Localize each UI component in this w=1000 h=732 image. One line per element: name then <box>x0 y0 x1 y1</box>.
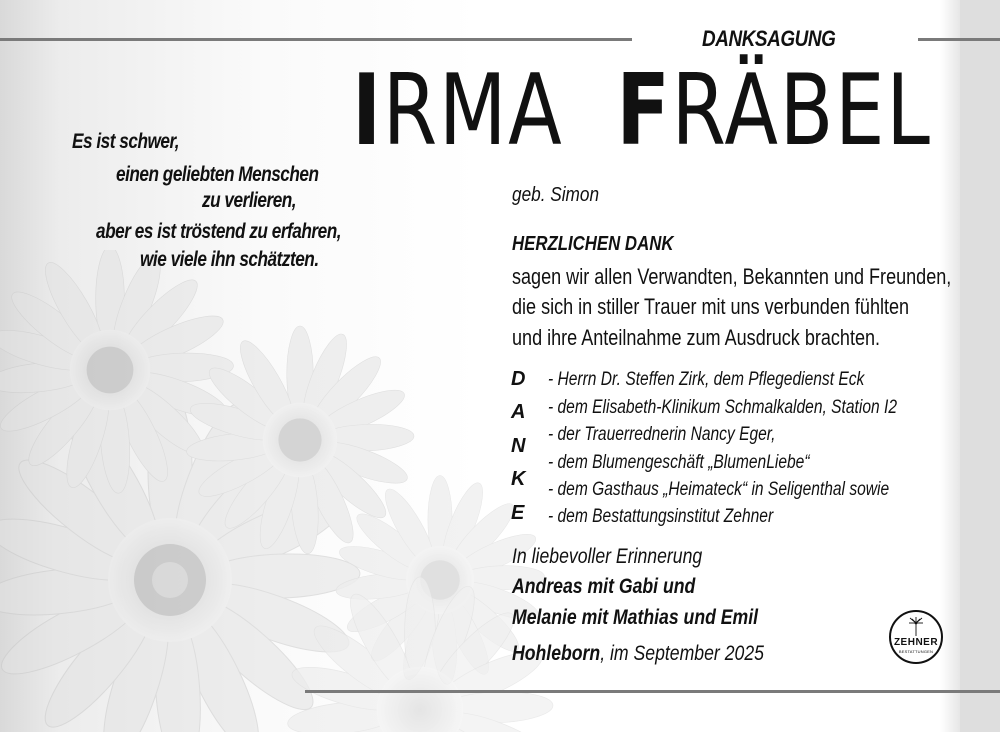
logo-subtitle: BESTATTUNGEN <box>898 649 934 654</box>
poem-line: einen geliebten Menschen <box>116 163 319 186</box>
top-rule-left <box>0 38 632 41</box>
thanks-list-item: - dem Bestattungsinstitut Zehner <box>548 506 774 527</box>
danke-letter: A <box>511 401 526 423</box>
danke-letter: N <box>511 435 526 457</box>
poem-line: aber es ist tröstend zu erfahren, <box>96 220 342 243</box>
thanks-heading: HERZLICHEN DANK <box>512 233 674 255</box>
thanks-list-item: - dem Elisabeth-Klinikum Schmalkalden, Station I2 <box>548 397 897 418</box>
place: Hohleborn <box>512 642 601 665</box>
zehner-logo <box>889 610 943 664</box>
first-name-rest: RMA <box>382 54 564 168</box>
birth-name: geb. Simon <box>512 184 600 206</box>
thanks-list-item: - dem Gasthaus „Heimateck“ in Seligenthal sowie <box>548 479 890 500</box>
thanks-text-line: die sich in stiller Trauer mit uns verbunden fühlten <box>512 294 910 319</box>
poem-line: wie viele ihn schätzten. <box>140 248 319 271</box>
signatory-line: Andreas mit Gabi und <box>512 575 696 598</box>
top-rule-right <box>918 38 1000 41</box>
last-name-rest: RÄBEL <box>671 54 932 168</box>
date: , im September 2025 <box>600 642 764 665</box>
last-name-initial: F <box>616 54 672 168</box>
poem-line: zu verlieren, <box>202 189 297 212</box>
thanks-list-item: - dem Blumengeschäft „BlumenLiebe“ <box>548 452 810 473</box>
place-date-line <box>512 642 764 666</box>
thanks-list-item: - der Trauerrednerin Nancy Eger, <box>548 424 776 445</box>
flower-background-image <box>0 250 600 732</box>
signatory-line: Melanie mit Mathias und Emil <box>512 606 759 629</box>
thanks-text-line: sagen wir allen Verwandten, Bekannten und Freunden, <box>512 264 952 289</box>
danke-letter: K <box>511 468 526 490</box>
deceased-name <box>352 54 932 168</box>
bottom-rule <box>305 690 1000 693</box>
thanks-list-item: - Herrn Dr. Steffen Zirk, dem Pflegedienst Eck <box>548 369 865 390</box>
closing-line: In liebevoller Erinnerung <box>512 545 703 568</box>
poem-line: Es ist schwer, <box>72 130 180 153</box>
danke-letter: D <box>511 368 526 390</box>
thanks-text-line: und ihre Anteilnahme zum Ausdruck brachten. <box>512 325 881 350</box>
danke-letter: E <box>511 502 525 524</box>
heading-danksagung: DANKSAGUNG <box>702 26 836 51</box>
logo-word: ZEHNER <box>893 637 939 648</box>
first-name-initial: I <box>352 54 383 168</box>
right-border-strip <box>960 0 1000 732</box>
